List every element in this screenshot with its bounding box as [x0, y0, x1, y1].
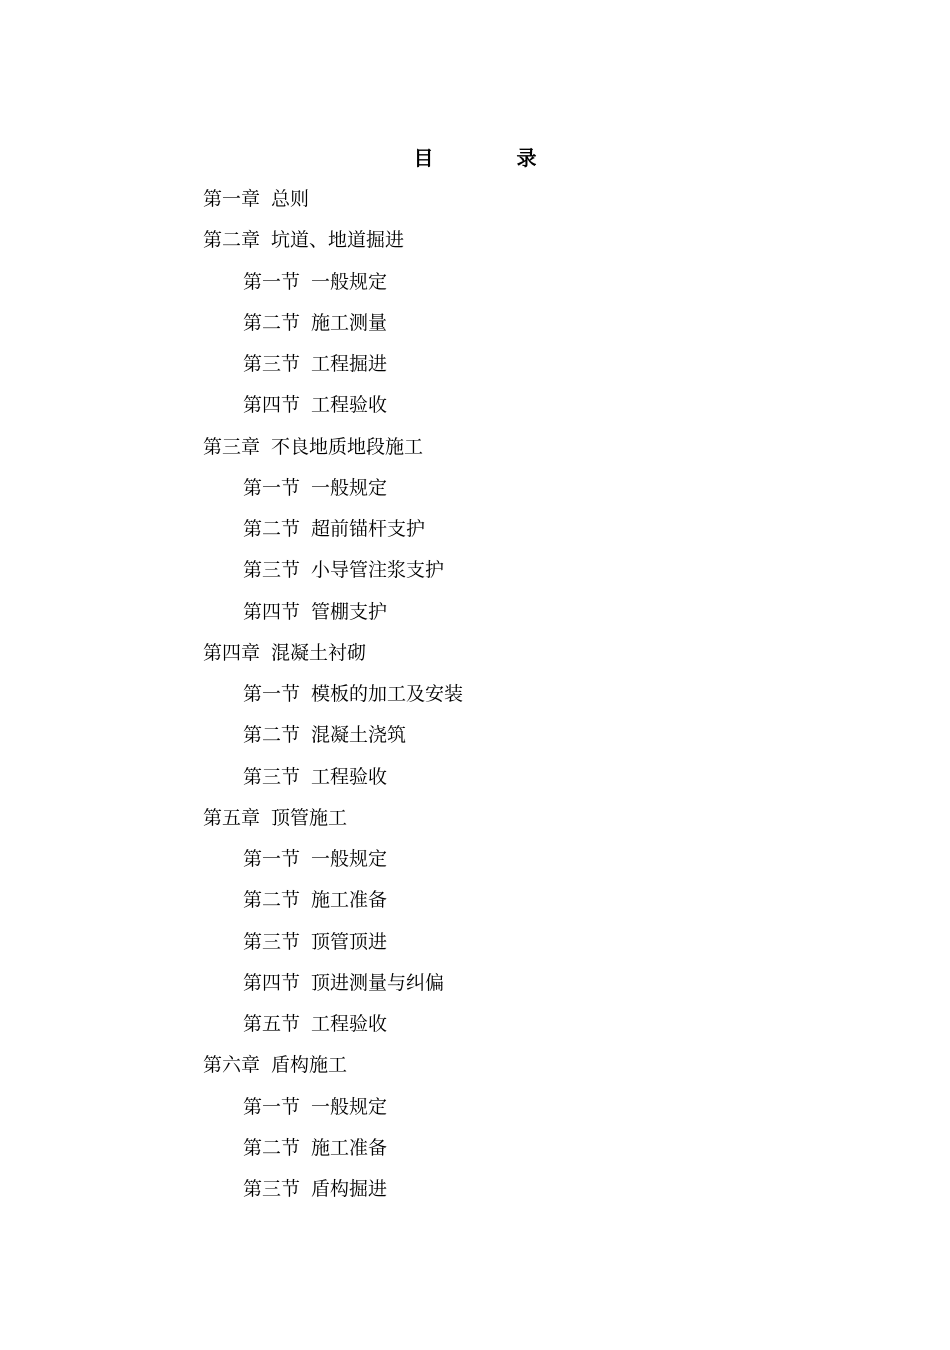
entry-number: 第三节: [243, 559, 301, 582]
entry-number: 第四节: [243, 600, 301, 623]
entry-number: 第三节: [243, 930, 301, 953]
entry-number: 第三章: [203, 435, 261, 458]
entry-number: 第一节: [243, 270, 301, 293]
entry-title: 一般规定: [311, 476, 388, 499]
entry-number: 第二节: [243, 311, 301, 334]
entry-title: 工程掘进: [311, 353, 388, 375]
toc-section: [203, 847, 463, 888]
toc-section: [203, 600, 463, 641]
toc-section: [203, 517, 463, 558]
entry-title: 施工准备: [311, 889, 388, 912]
toc-section: [203, 311, 463, 352]
entry-number: 第四章: [203, 641, 261, 664]
entry-title: 坑道、地道掘进: [271, 229, 405, 252]
toc-chapter: [203, 1053, 463, 1094]
entry-number: 第四节: [243, 394, 301, 417]
entry-title: 工程验收: [311, 394, 388, 417]
entry-number: 第二章: [203, 229, 261, 252]
toc-chapter: [203, 228, 463, 269]
entry-title: 一般规定: [311, 1095, 388, 1118]
entry-title: 一般规定: [311, 270, 388, 293]
toc-section: [203, 558, 463, 599]
entry-title: 混凝土衬砌: [271, 641, 367, 664]
entry-title: 管棚支护: [311, 600, 388, 623]
entry-title: 模板的加工及安装: [311, 683, 464, 705]
entry-number: 第一节: [243, 476, 301, 499]
toc-section: [203, 393, 463, 434]
toc-section: [203, 1177, 463, 1218]
entry-number: 第二节: [243, 889, 301, 912]
toc-title: 目 录: [413, 146, 575, 170]
toc-chapter: [203, 806, 463, 847]
entry-title: 工程验收: [311, 765, 388, 788]
entry-title: 总则: [271, 188, 310, 210]
toc-section: [203, 1136, 463, 1177]
entry-number: 第二节: [243, 1136, 301, 1159]
toc-section: [203, 476, 463, 517]
entry-title: 一般规定: [311, 848, 388, 870]
entry-title: 施工测量: [311, 311, 388, 334]
toc-section: [203, 682, 463, 723]
entry-number: 第二节: [243, 724, 301, 747]
entry-number: 第一节: [243, 683, 301, 705]
entry-title: 顶管施工: [271, 806, 348, 829]
entry-number: 第五节: [243, 1013, 301, 1035]
entry-number: 第一节: [243, 1095, 301, 1118]
toc-section: [203, 971, 463, 1012]
toc-section: [203, 723, 463, 764]
entry-number: 第六章: [203, 1054, 261, 1077]
entry-title: 小导管注浆支护: [311, 559, 445, 582]
entry-number: 第五章: [203, 806, 261, 829]
toc-list: [203, 187, 463, 1218]
entry-number: 第一章: [203, 188, 261, 210]
toc-section: [203, 765, 463, 806]
entry-number: 第三节: [243, 1178, 301, 1200]
entry-title: 顶管顶进: [311, 930, 388, 953]
entry-title: 施工准备: [311, 1136, 388, 1159]
entry-number: 第三节: [243, 353, 301, 375]
toc-section: [203, 1095, 463, 1136]
entry-number: 第二节: [243, 518, 301, 540]
toc-section: [203, 930, 463, 971]
toc-chapter: [203, 435, 463, 476]
toc-section: [203, 888, 463, 929]
toc-chapter: [203, 641, 463, 682]
toc-section: [203, 270, 463, 311]
entry-title: 混凝土浇筑: [311, 724, 407, 747]
entry-title: 顶进测量与纠偏: [311, 971, 445, 994]
entry-number: 第四节: [243, 971, 301, 994]
entry-title: 超前锚杆支护: [311, 518, 426, 540]
entry-title: 工程验收: [311, 1013, 388, 1035]
entry-title: 不良地质地段施工: [271, 435, 424, 458]
entry-title: 盾构施工: [271, 1054, 348, 1077]
toc-section: [203, 1012, 463, 1053]
entry-number: 第三节: [243, 765, 301, 788]
entry-title: 盾构掘进: [311, 1178, 388, 1200]
entry-number: 第一节: [243, 848, 301, 870]
toc-section: [203, 352, 463, 393]
toc-chapter: [203, 187, 463, 228]
